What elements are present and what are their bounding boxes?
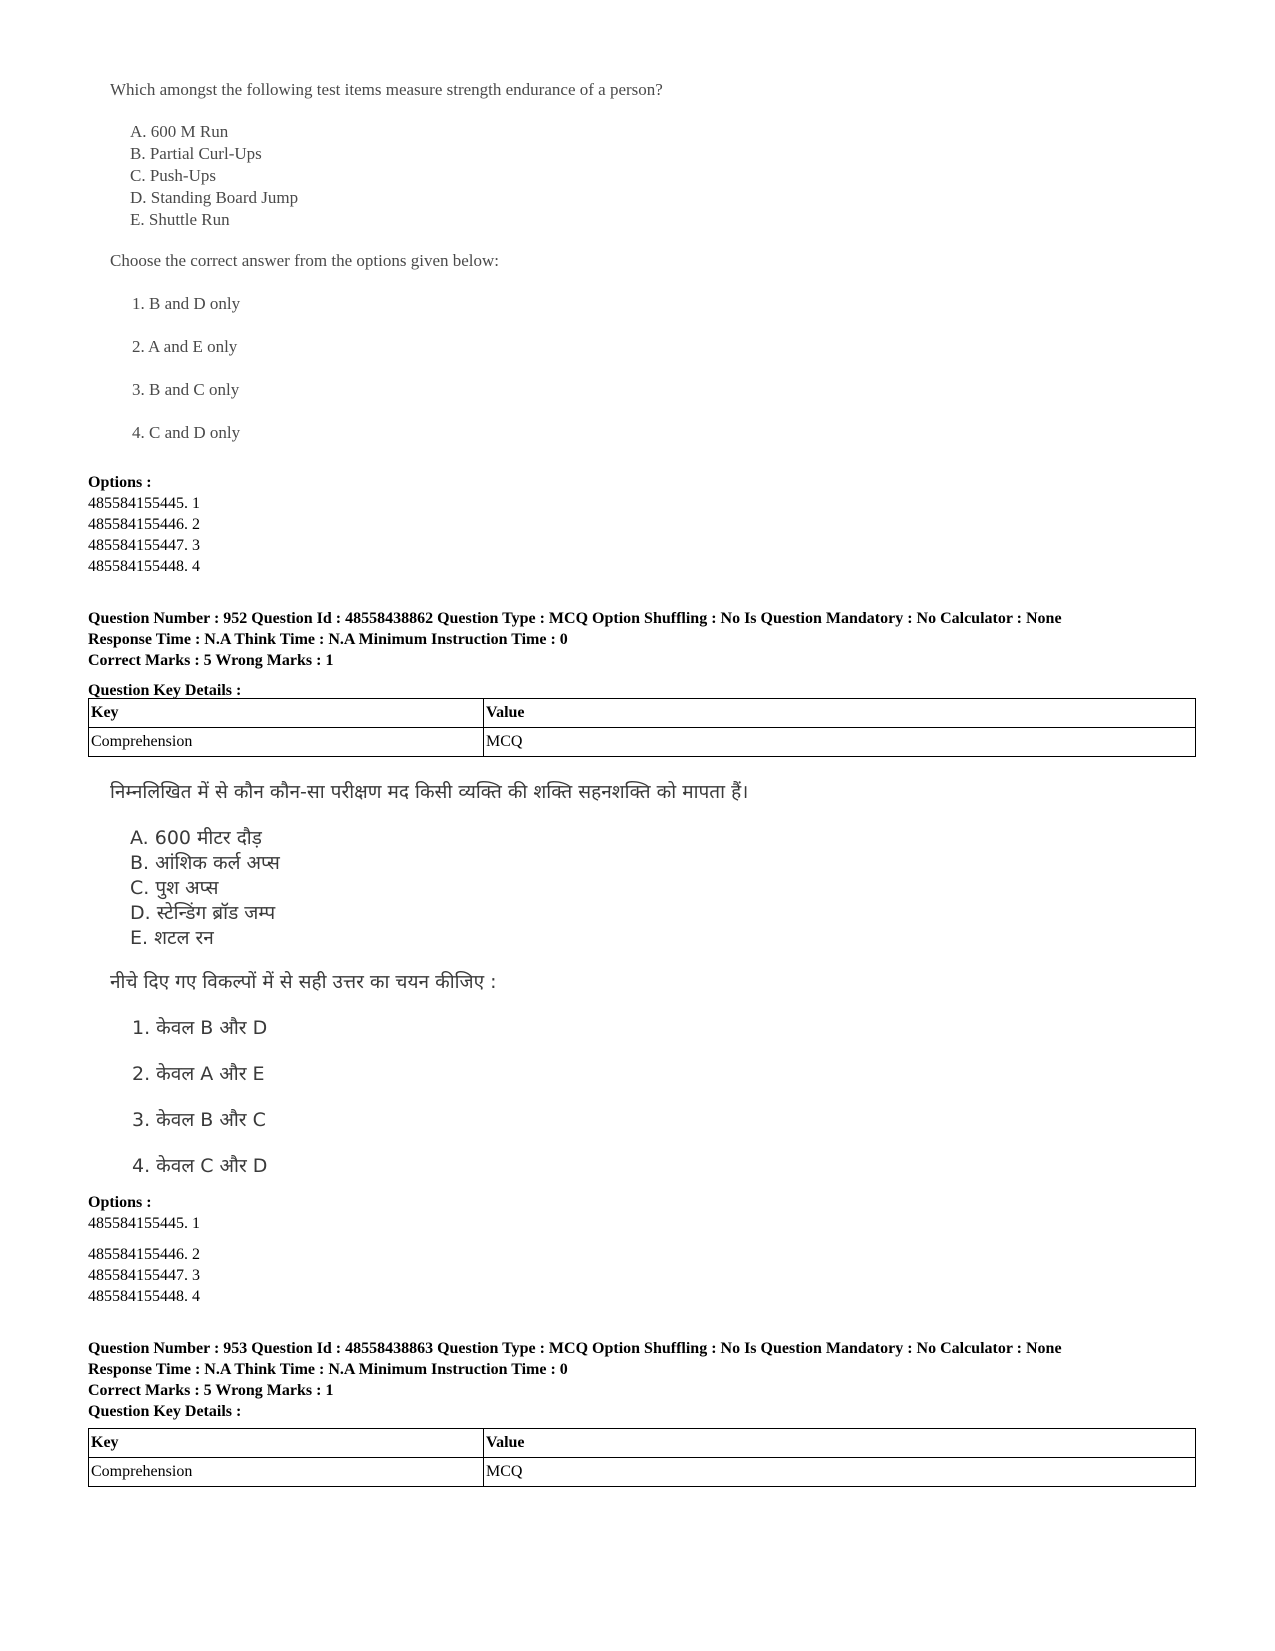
option-item: 485584155445. 1 — [88, 1215, 200, 1232]
question-meta-line: Correct Marks : 5 Wrong Marks : 1 — [88, 652, 334, 669]
answer-choice: 4. केवल C और D — [132, 1155, 268, 1177]
table-row — [89, 728, 1196, 757]
option-item: 485584155445. 1 — [88, 495, 200, 512]
question-meta-line: Response Time : N.A Think Time : N.A Minimum Instruction Time : 0 — [88, 631, 568, 648]
table-row — [89, 1458, 1196, 1487]
table-header-value: Value — [484, 699, 1196, 728]
statement-item: B. Partial Curl-Ups — [130, 144, 262, 163]
key-details-label: Question Key Details : — [88, 682, 242, 699]
statement-item: A. 600 मीटर दौड़ — [130, 827, 262, 849]
question-meta-line: Correct Marks : 5 Wrong Marks : 1 — [88, 1382, 334, 1399]
table-header-value: Value — [484, 1429, 1196, 1458]
answer-choice: 3. केवल B और C — [132, 1109, 266, 1131]
answer-choice: 2. केवल A और E — [132, 1063, 265, 1085]
question-meta-line: Question Number : 953 Question Id : 48558438863 Question Type : MCQ Option Shuffling : No Is Question Mandatory : No Calculator : None — [88, 1340, 1062, 1357]
statement-item: C. पुश अप्स — [130, 877, 219, 899]
options-label: Options : — [88, 474, 152, 491]
table-header-key: Key — [89, 699, 484, 728]
answer-choice: 4. C and D only — [132, 423, 241, 442]
option-item: 485584155448. 4 — [88, 558, 200, 575]
table-cell: Comprehension — [89, 728, 484, 757]
answer-choice: 2. A and E only — [132, 337, 238, 356]
question-key-table — [88, 698, 1196, 757]
question-stem: निम्नलिखित में से कौन कौन-सा परीक्षण मद किसी व्यक्ति की शक्ति सहनशक्ति को मापता हैं। — [110, 781, 749, 803]
statement-item: D. Standing Board Jump — [130, 188, 299, 207]
statement-item: D. स्टेन्डिंग ब्रॉड जम्प — [130, 902, 276, 924]
key-details-label: Question Key Details : — [88, 1403, 242, 1420]
option-item: 485584155448. 4 — [88, 1288, 200, 1305]
statement-item: C. Push-Ups — [130, 166, 216, 185]
option-item: 485584155446. 2 — [88, 1246, 200, 1263]
table-header-row — [89, 1429, 1196, 1458]
statement-item: E. Shuttle Run — [130, 210, 230, 229]
statement-item: A. 600 M Run — [130, 122, 229, 141]
table-cell: MCQ — [484, 1458, 1196, 1487]
statement-item: B. आंशिक कर्ल अप्स — [130, 852, 280, 874]
question-instruction: Choose the correct answer from the options given below: — [110, 251, 500, 270]
table-header-key: Key — [89, 1429, 484, 1458]
question-meta-line: Question Number : 952 Question Id : 48558438862 Question Type : MCQ Option Shuffling : No Is Question Mandatory : No Calculator : None — [88, 610, 1062, 627]
table-cell: Comprehension — [89, 1458, 484, 1487]
question-instruction: नीचे दिए गए विकल्पों में से सही उत्तर का चयन कीजिए : — [110, 971, 497, 993]
table-header-row — [89, 699, 1196, 728]
option-item: 485584155447. 3 — [88, 537, 200, 554]
table-cell: MCQ — [484, 728, 1196, 757]
statement-item: E. शटल रन — [130, 927, 214, 949]
option-item: 485584155446. 2 — [88, 516, 200, 533]
question-key-table — [88, 1428, 1196, 1487]
question-meta-line: Response Time : N.A Think Time : N.A Minimum Instruction Time : 0 — [88, 1361, 568, 1378]
options-label: Options : — [88, 1194, 152, 1211]
answer-choice: 3. B and C only — [132, 380, 240, 399]
answer-choice: 1. केवल B और D — [132, 1017, 268, 1039]
answer-choice: 1. B and D only — [132, 294, 241, 313]
question-stem: Which amongst the following test items measure strength endurance of a person? — [110, 80, 663, 99]
option-item: 485584155447. 3 — [88, 1267, 200, 1284]
